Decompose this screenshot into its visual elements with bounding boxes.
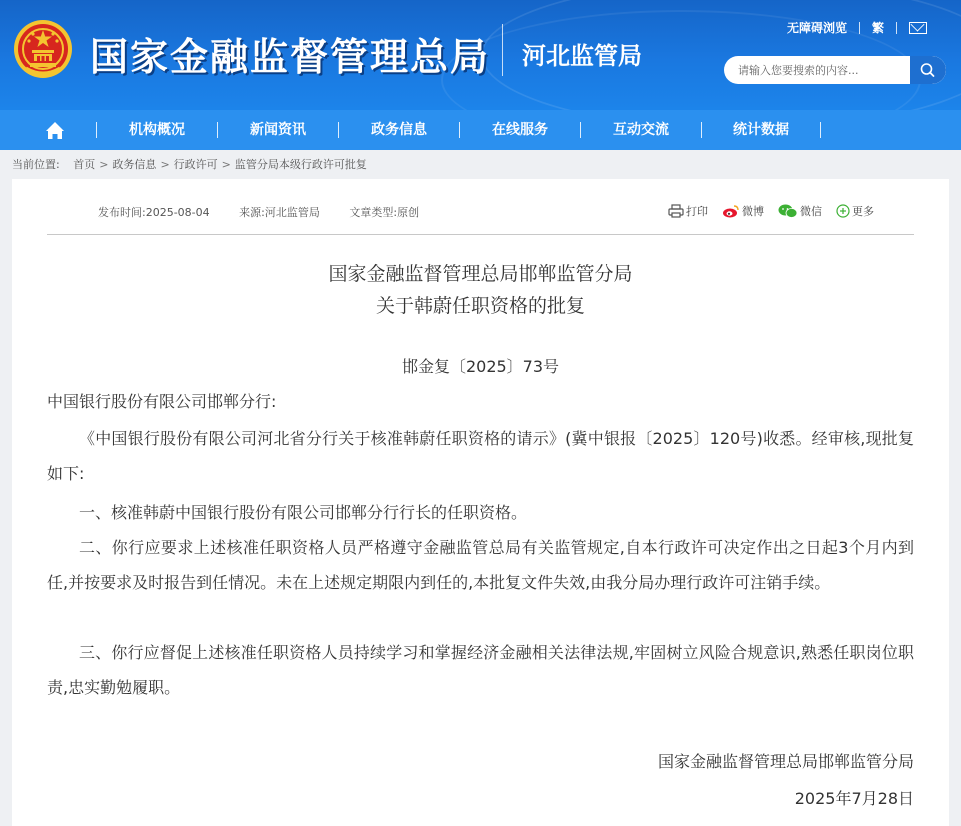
meta-divider xyxy=(47,234,914,235)
search-icon xyxy=(910,56,946,84)
publish-time: 发布时间:2025-08-04 xyxy=(98,206,210,219)
body-paragraph-4: 三、你行应督促上述核准任职资格人员持续学习和掌握经济金融相关法律法规,牢固树立风险合规意识,熟悉任职岗位职责,忠实勤勉履职。 xyxy=(47,643,914,697)
link-separator xyxy=(859,22,860,34)
national-emblem-icon[interactable] xyxy=(12,18,74,80)
search-box xyxy=(724,56,946,84)
nav-home[interactable] xyxy=(40,110,70,150)
traditional-chinese-link[interactable]: 繁 xyxy=(871,21,884,35)
signature-organization: 国家金融监督管理总局邯郸监管分局 xyxy=(657,752,914,771)
body-paragraph-2: 一、核准韩蔚中国银行股份有限公司邯郸分行行长的任职资格。 xyxy=(79,503,528,522)
body-paragraph-3: 二、你行应要求上述核准任职资格人员严格遵守金融监管总局有关监管规定,自本行政许可决定作出之日起3个月内到任,并按要求及时报告到任情况。未在上述规定期限内到任的,本批复文件失效,由我分局办理行政许可注销手续。 xyxy=(47,538,914,592)
wechat-label: 微信 xyxy=(800,205,822,218)
addressee: 中国银行股份有限公司邯郸分行: xyxy=(47,392,277,411)
breadcrumb xyxy=(12,150,367,179)
site-title[interactable]: 国家金融监督管理总局 xyxy=(90,34,491,79)
article-meta xyxy=(98,204,445,220)
link-separator xyxy=(896,22,897,34)
breadcrumb-home[interactable]: 首页 xyxy=(73,158,96,171)
nav-item-online-service[interactable]: 在线服务 xyxy=(492,122,548,138)
site-header xyxy=(0,0,961,110)
article-panel xyxy=(12,179,949,826)
breadcrumb-government-info[interactable]: 政务信息 xyxy=(112,158,157,171)
printer-icon xyxy=(668,204,684,218)
breadcrumb-admin-license[interactable]: 行政许可 xyxy=(173,158,218,171)
article-type: 文章类型:原创 xyxy=(349,206,420,219)
document-title-line-1: 国家金融监督管理总局邯郸监管分局 xyxy=(328,263,633,285)
home-icon xyxy=(44,110,66,150)
more-share-button[interactable] xyxy=(836,203,874,219)
nav-item-interaction[interactable]: 互动交流 xyxy=(613,122,669,138)
print-label: 打印 xyxy=(686,205,708,218)
breadcrumb-separator: > xyxy=(160,158,170,171)
signature-date: 2025年7月28日 xyxy=(794,789,914,808)
breadcrumb-current[interactable]: 监管分局本级行政许可批复 xyxy=(234,158,367,171)
search-input[interactable] xyxy=(724,56,910,84)
breadcrumb-separator: > xyxy=(99,158,109,171)
breadcrumb-label: 当前位置: xyxy=(12,158,60,171)
mail-icon[interactable] xyxy=(909,22,927,34)
nav-item-about[interactable]: 机构概况 xyxy=(129,122,185,138)
weibo-share-button[interactable] xyxy=(722,203,764,219)
top-links xyxy=(787,19,927,36)
share-bar xyxy=(668,203,874,219)
main-nav xyxy=(0,110,961,150)
branch-title[interactable]: 河北监管局 xyxy=(522,42,642,70)
nav-item-government-info[interactable]: 政务信息 xyxy=(371,122,427,138)
search-button[interactable] xyxy=(910,56,946,84)
nav-item-news[interactable]: 新闻资讯 xyxy=(250,122,306,138)
weibo-label: 微博 xyxy=(742,205,764,218)
body-paragraph-1: 《中国银行股份有限公司河北省分行关于核准韩蔚任职资格的请示》(冀中银报〔2025〕120号)收悉。经审核,现批复如下: xyxy=(47,429,914,483)
weibo-icon xyxy=(722,204,740,218)
article-source: 来源:河北监管局 xyxy=(239,206,320,219)
plus-circle-icon xyxy=(836,204,850,218)
nav-separator xyxy=(820,122,821,138)
breadcrumb-separator: > xyxy=(221,158,231,171)
document-title-line-2: 关于韩蔚任职资格的批复 xyxy=(375,295,585,317)
wechat-icon xyxy=(778,204,798,218)
more-label: 更多 xyxy=(852,205,874,218)
print-button[interactable] xyxy=(668,203,708,219)
nav-item-statistics[interactable]: 统计数据 xyxy=(733,122,789,138)
accessibility-link[interactable]: 无障碍浏览 xyxy=(786,21,847,35)
document-number: 邯金复〔2025〕73号 xyxy=(401,357,560,376)
wechat-share-button[interactable] xyxy=(778,203,822,219)
title-divider xyxy=(502,24,503,76)
